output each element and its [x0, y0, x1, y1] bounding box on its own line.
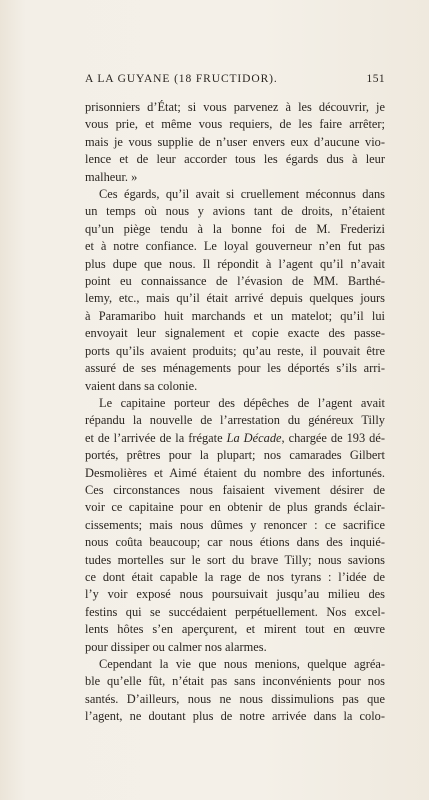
text-line: Le capitaine porteur des dépêches de l’agent avait	[99, 395, 385, 410]
text-line: assuré de ses ménagements pour les déportés s’ils arri-	[85, 361, 385, 376]
text-line: lents hôtes s’en aperçurent, et mirent tout en œuvre	[85, 622, 385, 637]
page-number: 151	[366, 73, 385, 85]
text-line	[85, 430, 385, 447]
text-line: Ces circonstances nous faisaient vivement désirer de	[85, 482, 385, 497]
text-line: lence et de leur accorder tous les égards dus à leur	[85, 152, 385, 167]
text-line: l’agent, ne doutant plus de notre arrivée dans la colo-	[85, 709, 385, 724]
ship-name: La Décade	[226, 430, 282, 445]
text-line: prisonniers d’État; si vous parvenez à les découvrir, je	[85, 100, 385, 114]
text-line: santés. D’ailleurs, nous ne nous dissimulions pas que	[85, 691, 385, 706]
text-line: pour dissiper ou calmer nos alarmes.	[85, 639, 267, 654]
text-line: mais je vous supplie de n’user envers eux d’aucune vio-	[85, 134, 385, 149]
text-line: Desmolières et Aimé étaient du nombre des infortunés.	[85, 465, 385, 480]
text-line: portés, prêtres pour la plupart; nos camarades Gilbert	[85, 448, 385, 463]
running-title: A LA GUYANE (18 FRUCTIDOR).	[85, 73, 278, 85]
text-line: et à notre confiance. Le loyal gouverneur n’en fut pas	[85, 239, 385, 254]
text-line: point eu connaissance de l’évasion de MM. Barthé-	[85, 274, 385, 289]
text-line: ce dont était capable la rage de nos tyrans : l’idée de	[85, 569, 385, 584]
text-line: répandu la nouvelle de l’arrestation du généreux Tilly	[85, 413, 385, 428]
text-line: cissements; mais nous dûmes y renoncer : ce sacrifice	[85, 517, 385, 532]
text-line-part: , chargée de 193 dé-	[281, 430, 385, 445]
text-line: à Paramaribo huit marchands et un matelot; qu’il lui	[85, 308, 385, 323]
body-text	[85, 99, 385, 726]
text-line: tudes mortelles sur le sort du brave Tilly; nous savions	[85, 552, 385, 567]
text-line: vous prie, et même vous requiers, de les faire arrêter;	[85, 117, 385, 132]
text-line: lemy, etc., mais qu’il était arrivé depuis quelques jours	[85, 291, 385, 306]
text-line: ports qu’ils avaient produits; qu’au reste, il pouvait être	[85, 343, 385, 358]
text-line: qu’un piège tendu à la bonne foi de M. Frederizi	[85, 221, 385, 236]
text-line: plus dupe que nous. Il répondit à l’agent qu’il n’avait	[85, 256, 385, 271]
text-line: Cependant la vie que nous menions, quelque agréa-	[99, 657, 385, 671]
text-line: festins qui se succédaient perpétuellement. Nos excel-	[85, 604, 385, 619]
text-line: vaient dans sa colonie.	[85, 378, 198, 393]
text-line-part: et de l’arrivée de la frégate	[85, 430, 227, 445]
text-line: ble qu’elle fût, n’était pas sans inconvénients pour nos	[85, 674, 385, 689]
text-line: nous coûta beaucoup; car nous étions dans des inquié-	[85, 535, 385, 550]
text-line: Ces égards, qu’il avait si cruellement méconnus dans	[99, 187, 385, 202]
text-line: voir ce capitaine pour en obtenir de plus grands éclair-	[85, 500, 385, 515]
text-line: l’y voir exposé nous poursuivait jusqu’au milieu des	[85, 587, 385, 602]
text-line: malheur. »	[85, 169, 138, 184]
page-header	[85, 73, 385, 89]
text-line: un temps où nous y avions tant de droits, n’étaient	[85, 204, 385, 219]
text-line: envoyait leur signalement et copie exacte des passe-	[85, 326, 385, 341]
